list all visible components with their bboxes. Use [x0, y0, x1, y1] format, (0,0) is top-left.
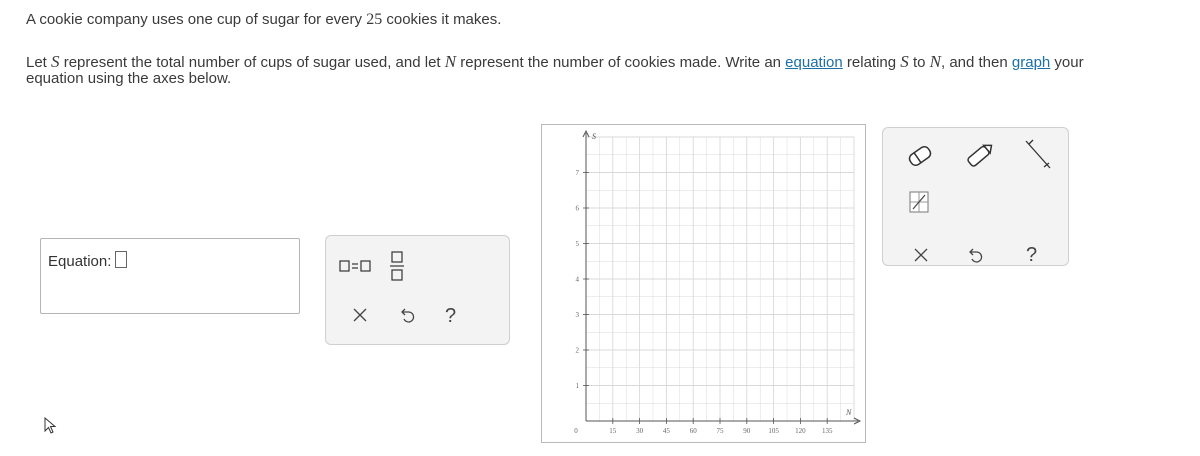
origin-label: 0 [574, 427, 578, 435]
x-tick-label: 15 [609, 427, 617, 435]
y-tick-label: 3 [575, 311, 579, 319]
equals-template-button[interactable] [338, 258, 372, 274]
close-icon [913, 247, 929, 263]
undo-icon [967, 246, 985, 264]
x-tick-label: 30 [636, 427, 644, 435]
question-line-3: equation using the axes below. [26, 70, 232, 87]
question-text: cookies it makes. [382, 11, 502, 28]
y-tick-label: 5 [575, 240, 579, 248]
graph-link[interactable]: graph [1011, 54, 1051, 71]
eraser-tool-button[interactable] [905, 144, 935, 168]
help-button[interactable] [443, 304, 459, 326]
variable-n: N [444, 52, 457, 71]
clear-graph-button[interactable] [913, 247, 929, 263]
y-tick-label: 1 [575, 382, 579, 390]
coordinate-plane[interactable] [542, 125, 865, 442]
eraser-icon [905, 144, 935, 168]
x-tick-label: 120 [795, 427, 806, 435]
mouse-cursor-icon [44, 417, 58, 440]
fraction-template-button[interactable] [389, 250, 405, 282]
equation-label: Equation: [48, 253, 112, 270]
undo-button[interactable] [399, 306, 417, 324]
variable-n: N [929, 52, 941, 71]
y-axis-label: S [592, 132, 596, 141]
pencil-icon [963, 140, 997, 170]
line-tool-button[interactable] [1023, 138, 1053, 172]
equation-label-row [48, 251, 127, 270]
cookies-per-cup-number: 25 [366, 11, 383, 28]
y-tick-label: 6 [575, 204, 579, 213]
graph-area[interactable] [541, 124, 866, 443]
question-text: Let [26, 54, 52, 71]
x-tick-label: 45 [662, 427, 670, 435]
equals-template-icon [338, 258, 372, 274]
pencil-tool-button[interactable] [963, 140, 997, 170]
y-tick-label: 2 [575, 346, 579, 355]
graph-point-icon [909, 191, 929, 213]
graph-tools-panel [882, 127, 1069, 266]
equation-answer-box[interactable] [40, 238, 300, 314]
graph-point-tool-button[interactable] [909, 191, 929, 213]
question-text: A cookie company uses one cup of sugar for every [26, 11, 367, 28]
x-axis-label: N [846, 408, 852, 417]
help-graph-button[interactable] [1024, 243, 1040, 265]
x-tick-label: 60 [689, 427, 697, 435]
help-icon [1024, 243, 1040, 265]
close-icon [352, 307, 368, 323]
x-tick-label: 135 [821, 427, 833, 435]
question-text: represent the total number of cups of sugar used, and let [59, 54, 445, 71]
undo-icon [399, 306, 417, 324]
equation-link[interactable]: equation [785, 54, 843, 71]
help-icon [443, 304, 459, 326]
variable-s: S [900, 52, 909, 71]
question-line-1 [26, 11, 501, 29]
equation-input[interactable] [115, 251, 127, 268]
y-tick-label: 4 [575, 275, 579, 284]
y-tick-label: 7 [575, 169, 579, 177]
x-tick-label: 75 [716, 427, 724, 435]
question-text: , and then [940, 54, 1012, 71]
clear-button[interactable] [352, 307, 368, 323]
svg-text:?: ? [1026, 244, 1038, 265]
question-line-2 [26, 52, 1084, 72]
question-text: to [908, 54, 930, 71]
x-tick-label: 90 [743, 427, 751, 435]
x-tick-label: 105 [768, 427, 779, 435]
undo-graph-button[interactable] [967, 246, 985, 264]
question-text: your [1050, 54, 1084, 71]
svg-text:?: ? [445, 305, 457, 326]
question-text: represent the number of cookies made. Write an [456, 54, 786, 71]
question-text: relating [842, 54, 901, 71]
line-segment-icon [1023, 138, 1053, 172]
math-palette [325, 235, 510, 345]
variable-s: S [51, 52, 60, 71]
fraction-icon [389, 250, 405, 282]
